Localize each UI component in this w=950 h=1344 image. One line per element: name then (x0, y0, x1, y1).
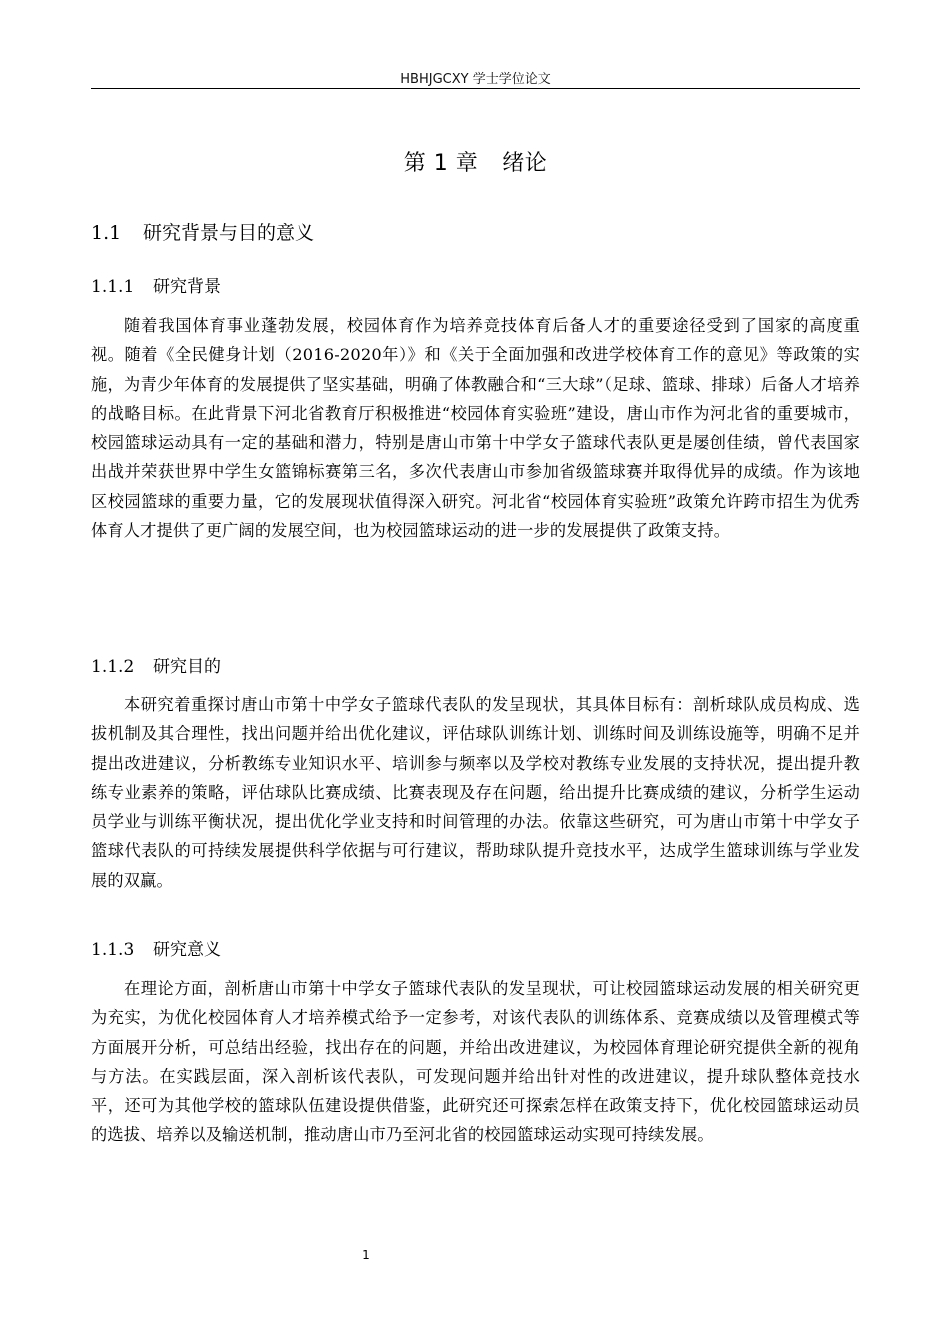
subsection-heading-background (91, 272, 221, 297)
page-number: 1 (362, 1248, 370, 1262)
subsection-title: 研究目的 (153, 657, 221, 677)
subsection-number: 1.1.1 (91, 277, 135, 297)
subsection-title: 研究意义 (153, 940, 221, 960)
running-header: HBHJGCXY 学士学位论文 (400, 72, 551, 87)
subsection-number: 1.1.2 (91, 657, 135, 677)
section-title: 研究背景与目的意义 (143, 222, 315, 244)
subsection-title: 研究背景 (153, 277, 221, 297)
paragraph-significance: 在理论方面，剖析唐山市第十中学女子篮球代表队的发呈现状，可让校园篮球运动发展的相关研究更为充实，为优化校园体育人才培养模式给予一定参考，对该代表队的训练体系、竞赛成绩以及管理模式等方面展开分析，可总结出经验，找出存在的问题，并给出改进建议，为校园体育理论研究提供全新的视角与方法。在实践层面，深入剖析该代表队，可发现问题并给出针对性的改进建议，提升球队整体竞技水平，还可为其他学校的篮球队伍建设提供借鉴，此研究还可探索怎样在政策支持下，优化校园篮球运动员的选拔、培养以及输送机制，推动唐山市乃至河北省的校园篮球运动实现可持续发展。 (91, 979, 860, 1145)
chapter-number: 第 1 章 (403, 151, 479, 176)
subsection-number: 1.1.3 (91, 940, 135, 960)
section-number: 1.1 (91, 222, 122, 244)
chapter-title: 绪论 (502, 151, 548, 176)
section-heading (91, 218, 314, 245)
subsection-heading-purpose (91, 652, 221, 677)
paragraph-purpose: 本研究着重探讨唐山市第十中学女子篮球代表队的发呈现状，其具体目标有：剖析球队成员构成、选拔机制及其合理性，找出问题并给出优化建议，评估球队训练计划、训练时间及训练设施等，明确不足并提出改进建议，分析教练专业知识水平、培训参与频率以及学校对教练专业发展的支持状况，提出提升教练专业素养的策略，评估球队比赛成绩、比赛表现及存在问题，给出提升比赛成绩的建议，分析学生运动员学业与训练平衡状况，提出优化学业支持和时间管理的办法。依靠这些研究，可为唐山市第十中学女子篮球代表队的可持续发展提供科学依据与可行建议，帮助球队提升竞技水平，达成学生篮球训练与学业发展的双赢。 (91, 695, 860, 890)
header-divider (91, 88, 860, 89)
chapter-heading (91, 146, 860, 177)
subsection-heading-significance (91, 935, 221, 960)
paragraph-background: 随着我国体育事业蓬勃发展，校园体育作为培养竞技体育后备人才的重要途径受到了国家的高度重视。随着《全民健身计划（2016-2020年）》和《关于全面加强和改进学校体育工作的意见》等政策的实施，为青少年体育的发展提供了坚实基础，明确了体教融合和“三大球”（足球、篮球、排球）后备人才培养的战略目标。在此背景下河北省教育厅积极推进“校园体育实验班”建设，唐山市作为河北省的重要城市，校园篮球运动具有一定的基础和潜力，特别是唐山市第十中学女子篮球代表队更是屡创佳绩，曾代表国家出战并荣获世界中学生女篮锦标赛第三名，多次代表唐山市参加省级篮球赛并取得优异的成绩。作为该地区校园篮球的重要力量，它的发展现状值得深入研究。河北省“校园体育实验班”政策允许跨市招生为优秀体育人才提供了更广阔的发展空间，也为校园篮球运动的进一步的发展提供了政策支持。 (91, 316, 860, 541)
